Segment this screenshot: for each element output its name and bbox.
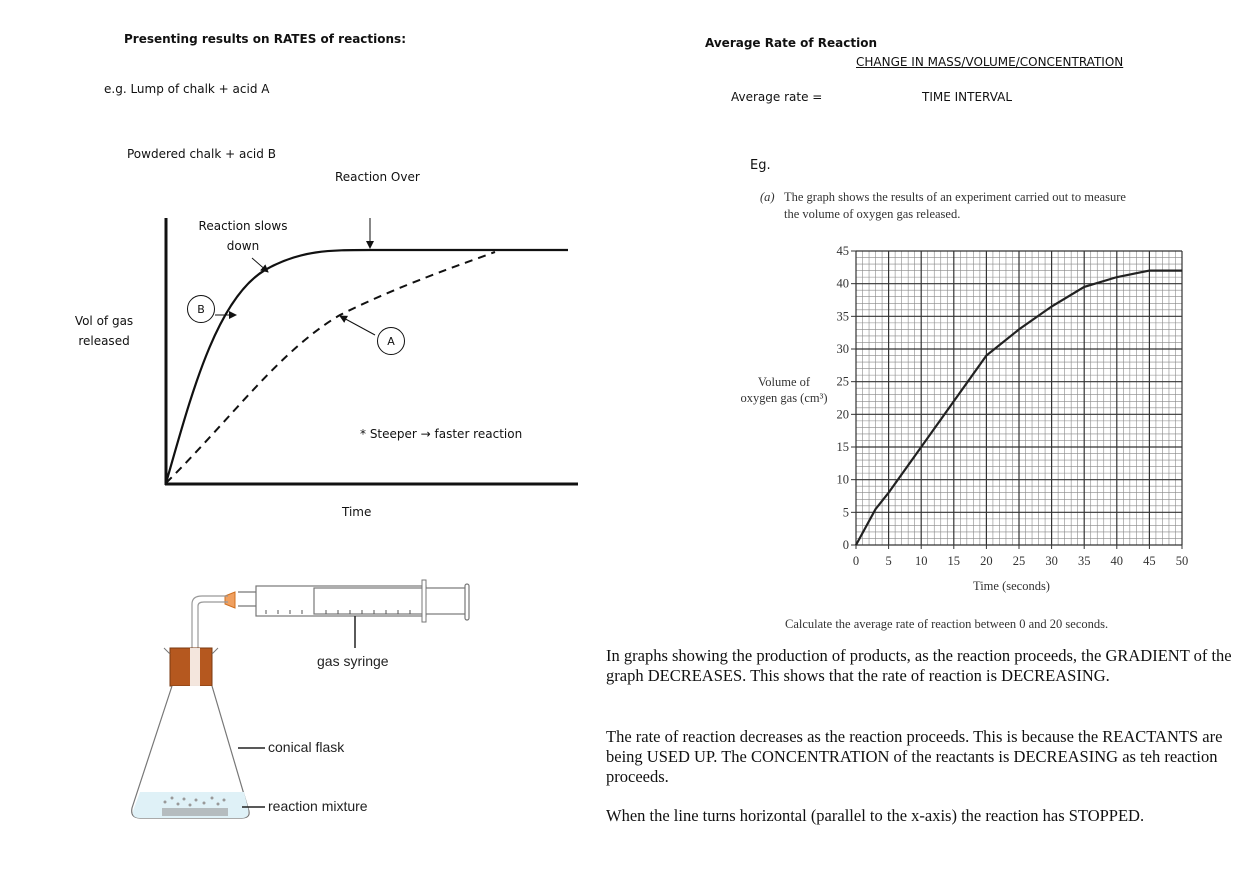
question-a-label: (a) bbox=[760, 190, 775, 204]
x-tick-label: 0 bbox=[852, 554, 860, 568]
y-tick-label: 30 bbox=[836, 342, 849, 356]
question-a-line1: The graph shows the results of an experiment carried out to measure bbox=[784, 190, 1126, 204]
y-tick-label: 10 bbox=[836, 472, 849, 487]
chart-y-label: Volume of oxygen gas (cm³) bbox=[740, 375, 828, 405]
y-tick-label: 15 bbox=[836, 440, 849, 454]
x-tick-label: 30 bbox=[1045, 554, 1058, 568]
left-heading: Presenting results on RATES of reactions: bbox=[124, 32, 406, 46]
gas-syringe-label: gas syringe bbox=[317, 653, 389, 669]
x-tick-label: 45 bbox=[1143, 554, 1156, 568]
x-tick-label: 20 bbox=[980, 554, 993, 568]
question-a-line2: the volume of oxygen gas released. bbox=[784, 207, 961, 221]
steeper-note: * Steeper → faster reaction bbox=[360, 427, 523, 441]
calculate-prompt: Calculate the average rate of reaction between 0 and 20 seconds. bbox=[785, 617, 1109, 631]
y-tick-label: 0 bbox=[842, 538, 849, 552]
sketch-x-label: Time bbox=[342, 505, 372, 519]
x-tick-label: 50 bbox=[1175, 554, 1189, 568]
paragraph-gradient: In graphs showing the production of products, as the reaction proceeds, the GRADIENT of the graph DECREASES. This shows that the rate of reaction is DECREASING. bbox=[606, 646, 1232, 685]
x-tick-label: 5 bbox=[885, 554, 892, 568]
paragraph-reactants: The rate of reaction decreases as the reaction proceeds. This is because the REACTANTS are being USED UP. The CONCENTRATION of the reactants is DECREASING as teh reaction proceeds. bbox=[606, 727, 1223, 786]
sketch-y-label: Vol of gas released bbox=[74, 314, 134, 348]
curve-a-marker: A bbox=[377, 327, 405, 355]
y-tick-label: 35 bbox=[836, 309, 849, 324]
y-tick-label: 20 bbox=[836, 407, 849, 422]
reaction-over-label: Reaction Over bbox=[335, 170, 420, 184]
x-tick-label: 40 bbox=[1110, 554, 1124, 568]
chart-x-label: Time (seconds) bbox=[973, 579, 1050, 593]
example-a-text: e.g. Lump of chalk + acid A bbox=[104, 82, 270, 96]
formula-lhs: Average rate = bbox=[731, 90, 823, 104]
y-tick-label: 45 bbox=[836, 244, 849, 258]
y-tick-label: 40 bbox=[836, 276, 849, 291]
x-tick-label: 35 bbox=[1077, 554, 1091, 568]
x-tick-label: 10 bbox=[914, 554, 928, 568]
paragraph-stopped: When the line turns horizontal (parallel to the x-axis) the reaction has STOPPED. bbox=[606, 806, 1145, 825]
x-tick-label: 15 bbox=[947, 554, 961, 568]
reaction-slows-label: Reaction slows down bbox=[198, 219, 288, 253]
curve-b-marker: B bbox=[187, 295, 215, 323]
right-heading: Average Rate of Reaction bbox=[705, 36, 878, 50]
y-tick-label: 25 bbox=[836, 374, 849, 389]
eg-label: Eg. bbox=[750, 158, 771, 173]
formula-denominator: TIME INTERVAL bbox=[922, 90, 1013, 104]
conical-flask-label: conical flask bbox=[268, 739, 345, 755]
y-tick-label: 5 bbox=[842, 505, 849, 520]
reaction-mixture-label: reaction mixture bbox=[268, 798, 368, 814]
formula-numerator: CHANGE IN MASS/VOLUME/CONCENTRATION bbox=[856, 55, 1124, 69]
example-b-text: Powdered chalk + acid B bbox=[127, 147, 276, 161]
x-tick-label: 25 bbox=[1012, 554, 1026, 568]
